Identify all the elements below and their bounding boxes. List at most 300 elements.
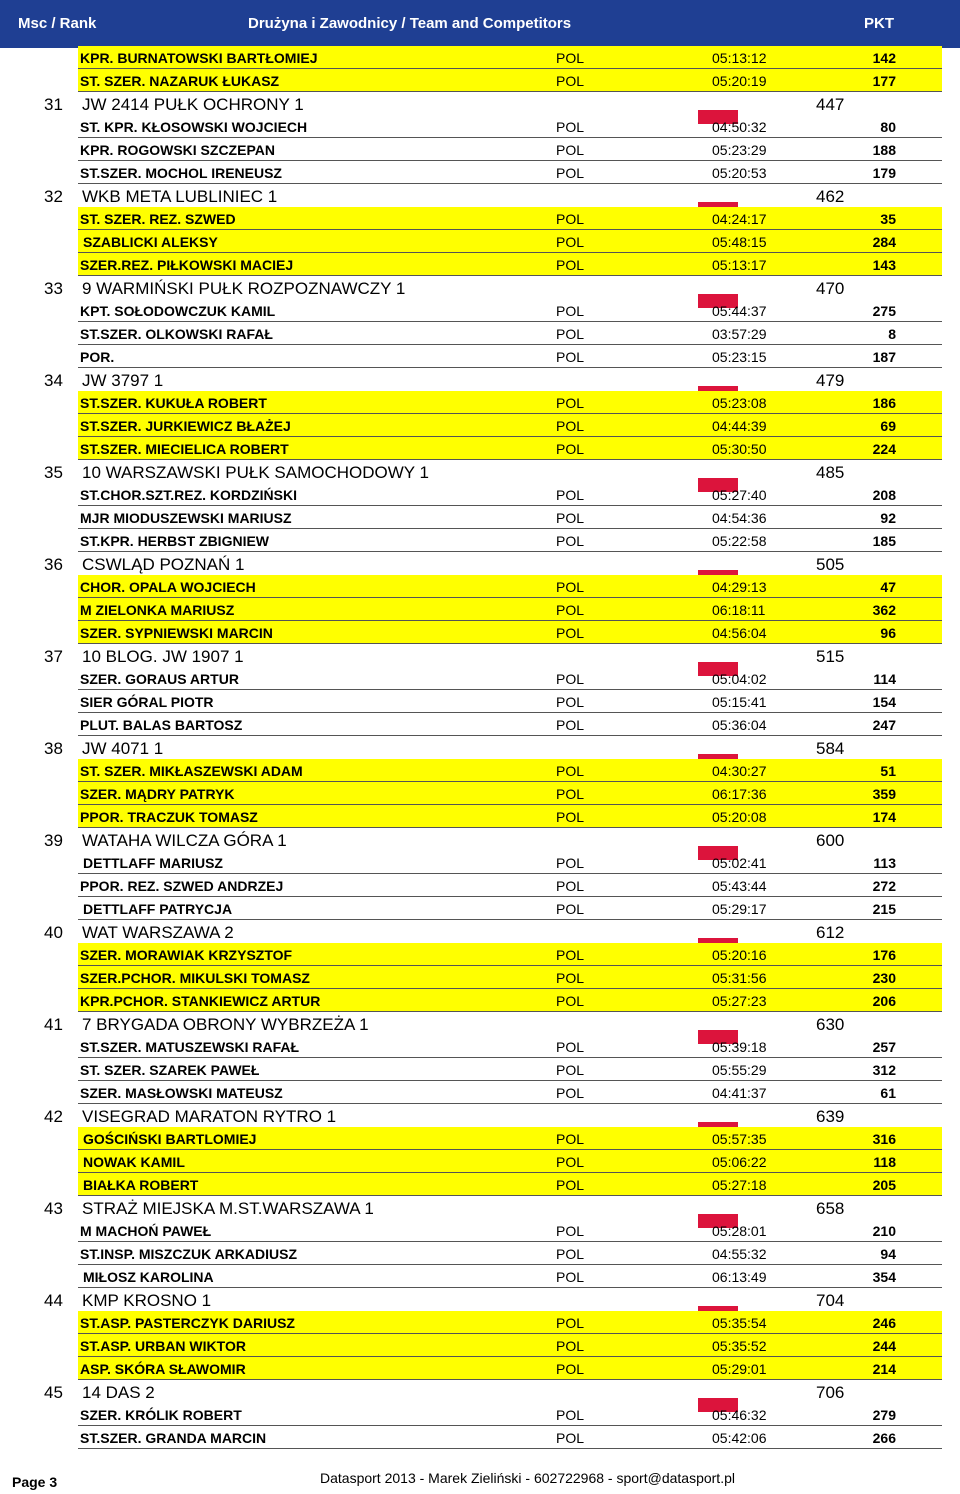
competitor-nationality: POL: [556, 303, 585, 319]
team-points: 447: [816, 95, 845, 114]
competitor-time: 04:41:37: [712, 1085, 767, 1101]
competitor-nationality: POL: [556, 1062, 585, 1078]
competitor-nationality: POL: [556, 1269, 585, 1285]
competitor-time: 06:17:36: [712, 786, 767, 802]
competitor-time: 04:30:27: [712, 763, 767, 779]
team-row: [0, 1104, 960, 1127]
team-name: WATAHA WILCZA GÓRA 1: [82, 831, 287, 850]
team-rank: 43: [44, 1199, 63, 1218]
competitor-name: ST. SZER. NAZARUK ŁUKASZ: [80, 73, 280, 89]
row-highlight: [78, 345, 942, 368]
team-name: 14 DAS 2: [82, 1383, 155, 1402]
competitor-points: 284: [872, 234, 896, 250]
competitor-name: ST.CHOR.SZT.REZ. KORDZIŃSKI: [80, 487, 298, 503]
competitor-points: 186: [872, 395, 896, 411]
competitor-nationality: POL: [556, 1223, 585, 1239]
competitor-time: 05:29:01: [712, 1361, 767, 1377]
team-points: 485: [816, 463, 845, 482]
competitor-time: 03:57:29: [712, 326, 767, 342]
competitor-row: [0, 115, 960, 138]
competitor-time: 05:20:19: [712, 73, 767, 89]
competitor-points: 185: [872, 533, 896, 549]
team-row: [0, 920, 960, 943]
team-name: KMP KROSNO 1: [82, 1291, 212, 1310]
competitor-time: 05:23:15: [712, 349, 767, 365]
competitor-time: 05:02:41: [712, 855, 767, 871]
competitor-name: MJR MIODUSZEWSKI MARIUSZ: [80, 510, 292, 526]
team-name: 10 WARSZAWSKI PUŁK SAMOCHODOWY 1: [82, 463, 429, 482]
competitor-name: SZER. KRÓLIK ROBERT: [80, 1407, 242, 1423]
competitor-points: 177: [872, 73, 896, 89]
competitor-nationality: POL: [556, 1131, 585, 1147]
competitor-name: MIŁOSZ KAROLINA: [83, 1269, 214, 1285]
team-name: WAT WARSZAWA 2: [82, 923, 234, 942]
competitor-nationality: POL: [556, 993, 585, 1009]
team-row: [0, 92, 960, 115]
competitor-row: [0, 391, 960, 414]
competitor-row: [0, 1150, 960, 1173]
competitor-time: 04:50:32: [712, 119, 767, 135]
team-row: [0, 1380, 960, 1403]
competitor-name: ST.ASP. PASTERCZYK DARIUSZ: [80, 1315, 295, 1331]
competitor-time: 04:29:13: [712, 579, 767, 595]
competitor-time: 05:57:35: [712, 1131, 767, 1147]
team-points: 639: [816, 1107, 845, 1126]
team-name: VISEGRAD MARATON RYTRO 1: [82, 1107, 337, 1126]
competitor-name: ST.ASP. URBAN WIKTOR: [80, 1338, 246, 1354]
competitor-time: 05:46:32: [712, 1407, 767, 1423]
competitor-points: 51: [880, 763, 896, 779]
competitor-nationality: POL: [556, 441, 585, 457]
competitor-name: ST.SZER. MATUSZEWSKI RAFAŁ: [80, 1039, 300, 1055]
team-name: 9 WARMIŃSKI PUŁK ROZPOZNAWCZY 1: [82, 279, 406, 298]
row-highlight: [78, 1173, 942, 1196]
competitor-nationality: POL: [556, 257, 585, 273]
competitor-points: 69: [880, 418, 896, 434]
team-row: [0, 276, 960, 299]
competitor-time: 05:44:37: [712, 303, 767, 319]
competitor-time: 05:27:23: [712, 993, 767, 1009]
competitor-row: [0, 874, 960, 897]
competitor-nationality: POL: [556, 1154, 585, 1170]
competitor-row: [0, 69, 960, 92]
competitor-row: [0, 851, 960, 874]
team-name: CSWLĄD POZNAŃ 1: [82, 555, 245, 574]
competitor-time: 05:36:04: [712, 717, 767, 733]
team-rank: 41: [44, 1015, 63, 1034]
competitor-nationality: POL: [556, 579, 585, 595]
competitor-time: 05:29:17: [712, 901, 767, 917]
team-rank: 32: [44, 187, 63, 206]
competitor-points: 80: [880, 119, 896, 135]
competitor-name: SIER GÓRAL PIOTR: [80, 694, 214, 710]
competitor-time: 05:35:52: [712, 1338, 767, 1354]
competitor-points: 244: [872, 1338, 896, 1354]
competitor-time: 05:27:18: [712, 1177, 767, 1193]
competitor-points: 206: [872, 993, 896, 1009]
competitor-points: 143: [872, 257, 896, 273]
competitor-row: [0, 759, 960, 782]
competitor-time: 05:55:29: [712, 1062, 767, 1078]
competitor-time: 06:18:11: [712, 602, 766, 618]
team-points: 584: [816, 739, 845, 758]
competitor-row: [0, 414, 960, 437]
competitor-time: 05:31:56: [712, 970, 767, 986]
competitor-time: 05:42:06: [712, 1430, 767, 1446]
competitor-points: 210: [872, 1223, 896, 1239]
competitor-name: ST. SZER. MIKŁASZEWSKI ADAM: [80, 763, 303, 779]
competitor-row: [0, 782, 960, 805]
team-points: 515: [816, 647, 845, 666]
competitor-row: [0, 1035, 960, 1058]
competitor-name: KPT. SOŁODOWCZUK KAMIL: [80, 303, 276, 319]
team-points: 479: [816, 371, 845, 390]
team-points: 462: [816, 187, 845, 206]
competitor-name: ST.SZER. MIECIELICA ROBERT: [80, 441, 289, 457]
team-points: 470: [816, 279, 845, 298]
competitor-nationality: POL: [556, 73, 585, 89]
competitor-nationality: POL: [556, 1430, 585, 1446]
competitor-name: ST.SZER. MOCHOL IRENEUSZ: [80, 165, 282, 181]
results-list: [0, 46, 960, 1449]
competitor-nationality: POL: [556, 119, 585, 135]
competitor-row: [0, 989, 960, 1012]
competitor-nationality: POL: [556, 786, 585, 802]
competitor-points: 272: [872, 878, 896, 894]
competitor-row: [0, 897, 960, 920]
competitor-time: 05:20:16: [712, 947, 767, 963]
competitor-name: PLUT. BALAS BARTOSZ: [80, 717, 243, 733]
competitor-row: [0, 1242, 960, 1265]
competitor-name: ST. SZER. SZAREK PAWEŁ: [80, 1062, 260, 1078]
competitor-time: 04:24:17: [712, 211, 767, 227]
team-row: [0, 644, 960, 667]
competitor-points: 188: [872, 142, 896, 158]
team-points: 706: [816, 1383, 845, 1402]
competitor-row: [0, 575, 960, 598]
competitor-name: NOWAK KAMIL: [83, 1154, 185, 1170]
team-rank: 39: [44, 831, 63, 850]
competitor-time: 05:13:17: [712, 257, 767, 273]
competitor-points: 176: [872, 947, 896, 963]
competitor-points: 230: [872, 970, 896, 986]
competitor-name: SZABLICKI ALEKSY: [83, 234, 218, 250]
competitor-row: [0, 667, 960, 690]
competitor-row: [0, 805, 960, 828]
competitor-row: [0, 437, 960, 460]
team-points: 704: [816, 1291, 845, 1310]
team-row: [0, 368, 960, 391]
team-rank: 35: [44, 463, 63, 482]
competitor-name: KPR.PCHOR. STANKIEWICZ ARTUR: [80, 993, 321, 1009]
competitor-time: 04:44:39: [712, 418, 767, 434]
competitor-points: 187: [872, 349, 896, 365]
competitor-row: [0, 1081, 960, 1104]
competitor-nationality: POL: [556, 1338, 585, 1354]
competitor-row: [0, 253, 960, 276]
competitor-row: [0, 230, 960, 253]
competitor-nationality: POL: [556, 1039, 585, 1055]
competitor-points: 205: [872, 1177, 896, 1193]
competitor-points: 279: [872, 1407, 896, 1423]
competitor-time: 05:22:58: [712, 533, 767, 549]
competitor-name: PPOR. REZ. SZWED ANDRZEJ: [80, 878, 284, 894]
competitor-time: 05:04:02: [712, 671, 767, 687]
competitor-time: 05:23:29: [712, 142, 767, 158]
competitor-time: 05:20:53: [712, 165, 767, 181]
competitor-row: [0, 1311, 960, 1334]
competitor-name: SZER. MORAWIAK KRZYSZTOF: [80, 947, 293, 963]
team-row: [0, 1288, 960, 1311]
competitor-time: 05:28:01: [712, 1223, 767, 1239]
competitor-nationality: POL: [556, 901, 585, 917]
row-divider: [78, 1448, 942, 1449]
competitor-time: 05:30:50: [712, 441, 767, 457]
competitor-points: 247: [872, 717, 896, 733]
competitor-row: [0, 1357, 960, 1380]
competitor-row: [0, 1127, 960, 1150]
competitor-nationality: POL: [556, 418, 585, 434]
competitor-nationality: POL: [556, 349, 585, 365]
competitor-nationality: POL: [556, 1246, 585, 1262]
competitor-points: 214: [872, 1361, 896, 1377]
team-rank: 34: [44, 371, 63, 390]
competitor-name: ST.SZER. OLKOWSKI RAFAŁ: [80, 326, 273, 342]
team-rank: 45: [44, 1383, 63, 1402]
competitor-nationality: POL: [556, 602, 585, 618]
competitor-name: M MACHOŃ PAWEŁ: [80, 1223, 212, 1239]
team-row: [0, 1196, 960, 1219]
page-number: Page 3: [12, 1474, 58, 1490]
competitor-name: ST. SZER. REZ. SZWED: [80, 211, 236, 227]
team-rank: 42: [44, 1107, 63, 1126]
competitor-points: 354: [872, 1269, 896, 1285]
competitor-time: 04:54:36: [712, 510, 767, 526]
competitor-points: 215: [872, 901, 896, 917]
competitor-nationality: POL: [556, 1407, 585, 1423]
competitor-points: 47: [880, 579, 896, 595]
team-points: 505: [816, 555, 845, 574]
competitor-nationality: POL: [556, 878, 585, 894]
header-team-label: Drużyna i Zawodnicy / Team and Competitors: [248, 15, 572, 32]
team-row: [0, 736, 960, 759]
table-header: [0, 0, 960, 48]
competitor-time: 05:35:54: [712, 1315, 767, 1331]
team-points: 658: [816, 1199, 845, 1218]
competitor-nationality: POL: [556, 395, 585, 411]
competitor-row: [0, 1173, 960, 1196]
competitor-time: 05:23:08: [712, 395, 767, 411]
competitor-name: SZER.PCHOR. MIKULSKI TOMASZ: [80, 970, 310, 986]
competitor-name: SZER. GORAUS ARTUR: [80, 671, 239, 687]
competitor-row: [0, 943, 960, 966]
competitor-name: KPR. BURNATOWSKI BARTŁOMIEJ: [80, 50, 318, 66]
competitor-time: 05:20:08: [712, 809, 767, 825]
competitor-nationality: POL: [556, 487, 585, 503]
competitor-time: 05:48:15: [712, 234, 767, 250]
team-name: JW 4071 1: [82, 739, 164, 758]
competitor-row: [0, 1334, 960, 1357]
team-name: 10 BLOG. JW 1907 1: [82, 647, 244, 666]
competitor-row: [0, 1058, 960, 1081]
team-rank: 33: [44, 279, 63, 298]
team-rank: 31: [44, 95, 63, 114]
competitor-nationality: POL: [556, 326, 585, 342]
competitor-points: 359: [872, 786, 896, 802]
competitor-name: SZER. MĄDRY PATRYK: [80, 786, 235, 802]
competitor-row: [0, 322, 960, 345]
competitor-row: [0, 1403, 960, 1426]
competitor-row: [0, 598, 960, 621]
competitor-points: 266: [872, 1430, 896, 1446]
competitor-nationality: POL: [556, 717, 585, 733]
team-rank: 44: [44, 1291, 63, 1310]
competitor-name: ST.SZER. KUKUŁA ROBERT: [80, 395, 267, 411]
competitor-name: CHOR. OPALA WOJCIECH: [80, 579, 256, 595]
team-row: [0, 460, 960, 483]
competitor-name: PPOR. TRACZUK TOMASZ: [80, 809, 258, 825]
competitor-row: [0, 621, 960, 644]
team-row: [0, 1012, 960, 1035]
team-row: [0, 552, 960, 575]
competitor-row: [0, 690, 960, 713]
competitor-nationality: POL: [556, 50, 585, 66]
competitor-time: 05:13:12: [712, 50, 767, 66]
team-row: [0, 184, 960, 207]
competitor-row: [0, 46, 960, 69]
competitor-nationality: POL: [556, 533, 585, 549]
competitor-time: 05:43:44: [712, 878, 767, 894]
competitor-nationality: POL: [556, 809, 585, 825]
competitor-points: 8: [888, 326, 896, 342]
competitor-points: 35: [880, 211, 896, 227]
competitor-nationality: POL: [556, 142, 585, 158]
competitor-points: 142: [872, 50, 896, 66]
competitor-points: 94: [880, 1246, 896, 1262]
competitor-points: 61: [880, 1085, 896, 1101]
competitor-nationality: POL: [556, 970, 585, 986]
team-rank: 38: [44, 739, 63, 758]
competitor-row: [0, 207, 960, 230]
competitor-nationality: POL: [556, 1085, 585, 1101]
competitor-points: 246: [872, 1315, 896, 1331]
competitor-points: 275: [872, 303, 896, 319]
competitor-row: [0, 966, 960, 989]
competitor-row: [0, 506, 960, 529]
team-points: 612: [816, 923, 845, 942]
competitor-nationality: POL: [556, 1315, 585, 1331]
team-rank: 40: [44, 923, 63, 942]
competitor-row: [0, 1219, 960, 1242]
competitor-row: [0, 138, 960, 161]
competitor-name: KPR. ROGOWSKI SZCZEPAN: [80, 142, 275, 158]
competitor-points: 154: [872, 694, 896, 710]
competitor-points: 312: [872, 1062, 896, 1078]
competitor-name: ST.KPR. HERBST ZBIGNIEW: [80, 533, 270, 549]
competitor-name: POR.: [80, 349, 115, 365]
competitor-points: 113: [873, 855, 896, 871]
competitor-nationality: POL: [556, 165, 585, 181]
competitor-nationality: POL: [556, 211, 585, 227]
competitor-name: M ZIELONKA MARIUSZ: [80, 602, 235, 618]
competitor-points: 174: [872, 809, 896, 825]
team-rank: 36: [44, 555, 63, 574]
competitor-time: 05:15:41: [712, 694, 767, 710]
competitor-name: SZER. MASŁOWSKI MATEUSZ: [80, 1085, 283, 1101]
competitor-row: [0, 713, 960, 736]
competitor-name: ST. KPR. KŁOSOWSKI WOJCIECH: [80, 119, 308, 135]
competitor-row: [0, 1265, 960, 1288]
competitor-nationality: POL: [556, 510, 585, 526]
team-name: 7 BRYGADA OBRONY WYBRZEŻA 1: [82, 1015, 369, 1034]
competitor-nationality: POL: [556, 855, 585, 871]
competitor-name: ST.SZER. GRANDA MARCIN: [80, 1430, 267, 1446]
competitor-time: 05:06:22: [712, 1154, 767, 1170]
header-rank-label: Msc / Rank: [18, 15, 97, 32]
competitor-points: 114: [873, 671, 896, 687]
competitor-points: 208: [872, 487, 896, 503]
competitor-row: [0, 161, 960, 184]
competitor-nationality: POL: [556, 234, 585, 250]
competitor-nationality: POL: [556, 1361, 585, 1377]
competitor-row: [0, 483, 960, 506]
team-name: WKB META LUBLINIEC 1: [82, 187, 278, 206]
competitor-time: 06:13:49: [712, 1269, 767, 1285]
competitor-name: ASP. SKÓRA SŁAWOMIR: [80, 1361, 246, 1377]
footer-credit: Datasport 2013 - Marek Zieliński - 602722968 - sport@datasport.pl: [320, 1470, 735, 1486]
competitor-time: 04:56:04: [712, 625, 767, 641]
team-name: JW 3797 1: [82, 371, 164, 390]
team-points: 630: [816, 1015, 845, 1034]
competitor-points: 257: [872, 1039, 896, 1055]
team-rank: 37: [44, 647, 63, 666]
competitor-nationality: POL: [556, 625, 585, 641]
competitor-points: 179: [872, 165, 896, 181]
competitor-nationality: POL: [556, 671, 585, 687]
team-name: JW 2414 PUŁK OCHRONY 1: [82, 95, 304, 114]
competitor-row: [0, 299, 960, 322]
team-row: [0, 828, 960, 851]
competitor-points: 96: [880, 625, 896, 641]
competitor-name: ST.INSP. MISZCZUK ARKADIUSZ: [80, 1246, 298, 1262]
competitor-name: DETTLAFF PATRYCJA: [83, 901, 233, 917]
team-name: STRAŻ MIEJSKA M.ST.WARSZAWA 1: [82, 1199, 374, 1218]
competitor-time: 05:39:18: [712, 1039, 767, 1055]
competitor-name: SZER.REZ. PIŁKOWSKI MACIEJ: [80, 257, 294, 273]
competitor-name: ST.SZER. JURKIEWICZ BŁAŻEJ: [80, 418, 291, 434]
competitor-nationality: POL: [556, 947, 585, 963]
competitor-points: 92: [880, 510, 896, 526]
competitor-time: 04:55:32: [712, 1246, 767, 1262]
competitor-nationality: POL: [556, 763, 585, 779]
competitor-row: [0, 1426, 960, 1449]
competitor-nationality: POL: [556, 694, 585, 710]
row-highlight: [78, 1150, 942, 1173]
header-points-label: PKT: [864, 15, 894, 32]
competitor-points: 316: [872, 1131, 896, 1147]
competitor-name: GOŚCIŃSKI BARTLOMIEJ: [83, 1131, 257, 1147]
competitor-row: [0, 345, 960, 368]
team-points: 600: [816, 831, 845, 850]
competitor-points: 118: [873, 1154, 896, 1170]
competitor-name: SZER. SYPNIEWSKI MARCIN: [80, 625, 273, 641]
competitor-row: [0, 529, 960, 552]
competitor-points: 224: [872, 441, 896, 457]
competitor-time: 05:27:40: [712, 487, 767, 503]
competitor-nationality: POL: [556, 1177, 585, 1193]
competitor-points: 362: [872, 602, 896, 618]
competitor-name: DETTLAFF MARIUSZ: [83, 855, 223, 871]
